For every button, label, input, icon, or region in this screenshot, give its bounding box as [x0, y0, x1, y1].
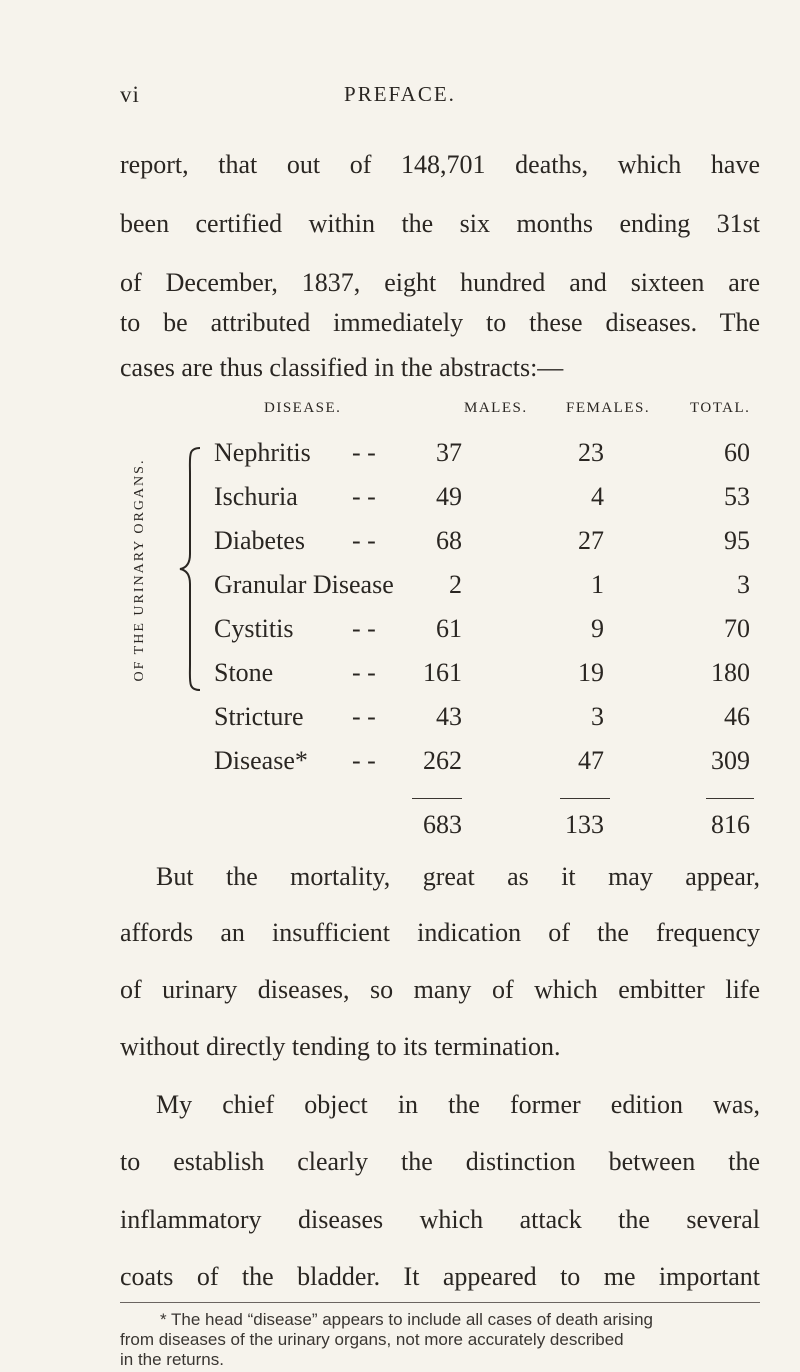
- totals-row: [0, 810, 800, 846]
- dash-leader: - -: [352, 702, 376, 731]
- females-value: 9: [591, 614, 604, 643]
- females-value: 1: [591, 570, 604, 599]
- table-row: [0, 438, 800, 474]
- total-value: 95: [724, 526, 750, 555]
- footnote-line: in the returns.: [120, 1350, 224, 1369]
- females-value: 47: [578, 746, 604, 775]
- text-line: cases are thus classified in the abstracts:—: [120, 353, 564, 382]
- header-males: MALES.: [464, 400, 528, 416]
- grand-total: 816: [711, 810, 750, 839]
- males-value: 43: [436, 702, 462, 731]
- header-total: TOTAL.: [690, 400, 751, 416]
- total-value: 53: [724, 482, 750, 511]
- text-line: of December, 1837, eight hundred and sixteen are: [120, 268, 760, 297]
- dash-leader: - -: [352, 438, 376, 467]
- footnote-line: from diseases of the urinary organs, not more accurately described: [120, 1330, 624, 1349]
- dash-leader: - -: [352, 526, 376, 555]
- males-total: 683: [423, 810, 462, 839]
- disease-name: Nephritis: [214, 438, 311, 467]
- dash-leader: - -: [352, 482, 376, 511]
- footnote-line: * The head “disease” appears to include all cases of death arising: [160, 1310, 653, 1329]
- table-row: [0, 658, 800, 694]
- dash-leader: - -: [352, 658, 376, 687]
- total-value: 70: [724, 614, 750, 643]
- table-row: [0, 482, 800, 518]
- text-line: coats of the bladder. It appeared to me important: [120, 1262, 760, 1291]
- females-value: 19: [578, 658, 604, 687]
- disease-name: Stricture: [214, 702, 304, 731]
- group-label: OF THE URINARY ORGANS.: [132, 458, 147, 682]
- table-row: [0, 614, 800, 650]
- page-number: vi: [120, 82, 140, 107]
- text-line: inflammatory diseases which attack the several: [120, 1205, 760, 1234]
- text-line: of urinary diseases, so many of which embitter life: [120, 975, 760, 1004]
- disease-name: Cystitis: [214, 614, 294, 643]
- total-value: 60: [724, 438, 750, 467]
- text-line: without directly tending to its termination.: [120, 1032, 561, 1061]
- dash-leader: - -: [352, 614, 376, 643]
- males-value: 61: [436, 614, 462, 643]
- males-value: 49: [436, 482, 462, 511]
- text-line: My chief object in the former edition was,: [156, 1090, 760, 1119]
- disease-name: Stone: [214, 658, 274, 687]
- disease-name: Disease*: [214, 746, 308, 775]
- sum-rule: [412, 798, 462, 799]
- header-disease: DISEASE.: [264, 400, 342, 416]
- males-value: 2: [449, 570, 462, 599]
- text-line: affords an insufficient indication of the frequency: [120, 918, 760, 947]
- table-row: [0, 570, 800, 606]
- text-line: to establish clearly the distinction between the: [120, 1147, 760, 1176]
- footnote-rule: [120, 1302, 760, 1303]
- dash-leader: - -: [352, 746, 376, 775]
- sum-rule: [706, 798, 754, 799]
- text-line: to be attributed immediately to these diseases. The: [120, 308, 760, 337]
- footnote: [120, 1310, 760, 1370]
- running-head: PREFACE.: [344, 82, 456, 106]
- males-value: 68: [436, 526, 462, 555]
- males-value: 262: [423, 746, 462, 775]
- text-line: But the mortality, great as it may appear,: [156, 862, 760, 891]
- disease-name: Granular Disease: [214, 570, 394, 599]
- table-row: [0, 746, 800, 782]
- females-value: 3: [591, 702, 604, 731]
- text-line: been certified within the six months ending 31st: [120, 209, 760, 238]
- header-females: FEMALES.: [566, 400, 651, 416]
- total-value: 309: [711, 746, 750, 775]
- total-value: 3: [737, 570, 750, 599]
- table-row: [0, 526, 800, 562]
- disease-name: Ischuria: [214, 482, 298, 511]
- total-value: 180: [711, 658, 750, 687]
- total-value: 46: [724, 702, 750, 731]
- sum-rule: [560, 798, 610, 799]
- text-line: report, that out of 148,701 deaths, which have: [120, 150, 760, 179]
- females-value: 23: [578, 438, 604, 467]
- females-total: 133: [565, 810, 604, 839]
- disease-name: Diabetes: [214, 526, 305, 555]
- males-value: 161: [423, 658, 462, 687]
- males-value: 37: [436, 438, 462, 467]
- females-value: 4: [591, 482, 604, 511]
- females-value: 27: [578, 526, 604, 555]
- table-row: [0, 702, 800, 738]
